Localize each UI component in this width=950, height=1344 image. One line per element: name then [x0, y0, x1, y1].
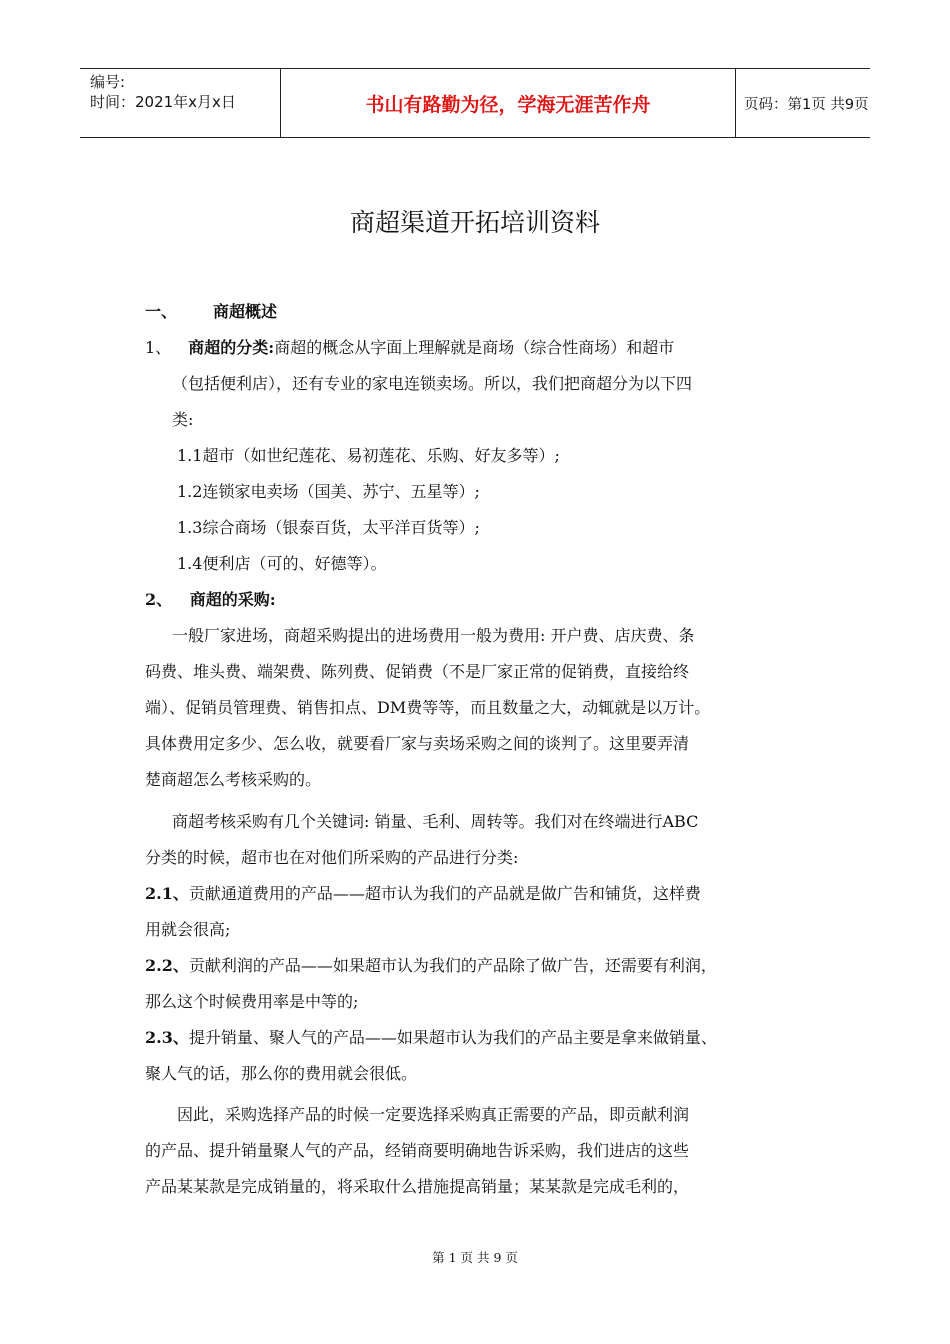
- document-title: 商超渠道开拓培训资料: [349, 208, 600, 237]
- paragraph-line: 商超考核采购有几个关键词: 销量、毛利、周转等。我们对在终端进行ABC: [172, 812, 699, 831]
- paragraph-line: 码费、堆头费、端架费、陈列费、促销费（不是厂家正常的促销费，直接给终: [145, 662, 690, 681]
- item-1-text-b: （包括便利店），还有专业的家电连锁卖场。所以，我们把商超分为以下四: [172, 374, 693, 393]
- point-number: 2.3、: [145, 1028, 189, 1047]
- header-meta-cell: [80, 69, 280, 137]
- point-text: 贡献通道费用的产品——超市认为我们的产品就是做广告和铺货，这样费: [188, 884, 701, 903]
- point-text: 那么这个时候费用率是中等的;: [145, 992, 359, 1011]
- point-number: 2.1、: [145, 884, 189, 903]
- point-number: 2.2、: [145, 956, 189, 975]
- page-footer: 第 1 页 共 9 页: [432, 1250, 518, 1265]
- section-title: 商超概述: [213, 302, 278, 321]
- point-2-1: [145, 881, 701, 904]
- sub-item: 1.1超市（如世纪莲花、易初莲花、乐购、好友多等）;: [177, 446, 560, 465]
- sub-item: 1.4便利店（可的、好德等）。: [177, 554, 387, 573]
- code-label: 编号:: [90, 73, 126, 91]
- paragraph-line: 的产品、提升销量聚人气的产品，经销商要明确地告诉采购，我们进店的这些: [145, 1141, 690, 1160]
- paragraph-line: 楚商超怎么考核采购的。: [145, 770, 322, 789]
- item-1-number: 1、: [145, 338, 172, 357]
- item-2-number: 2、: [145, 590, 173, 609]
- point-text: 提升销量、聚人气的产品——如果超市认为我们的产品主要是拿来做销量、: [188, 1028, 717, 1047]
- point-text: 聚人气的话，那么你的费用就会很低。: [145, 1064, 418, 1083]
- item-2-heading: [145, 587, 276, 610]
- point-text: 贡献利润的产品——如果超市认为我们的产品除了做广告，还需要有利润，: [188, 956, 717, 975]
- item-1-label: 商超的分类:: [188, 338, 275, 357]
- paragraph-line: 具体费用定多少、怎么收，就要看厂家与卖场采购之间的谈判了。这里要弄清: [145, 734, 690, 753]
- item-1-text-a: 商超的概念从字面上理解就是商场（综合性商场）和超市: [274, 338, 675, 357]
- paragraph-line: 一般厂家进场，商超采购提出的进场费用一般为费用: 开户费、店庆费、条: [172, 626, 695, 645]
- item-1-text-c: 类:: [172, 410, 194, 429]
- paragraph-line: 端）、促销员管理费、销售扣点、DM费等等，而且数量之大，动辄就是以万计。: [145, 698, 711, 717]
- section-number: 一、: [145, 302, 178, 321]
- time-label: 时间：2021年x月x日: [90, 93, 236, 111]
- item-1-paragraph: [145, 335, 674, 358]
- paragraph-line: 分类的时候，超市也在对他们所采购的产品进行分类:: [145, 848, 519, 867]
- header-table: [80, 68, 870, 138]
- header-motto: 书山有路勤为径，学海无涯苦作舟: [280, 69, 736, 137]
- item-2-label: 商超的采购:: [189, 590, 276, 609]
- sub-item: 1.2连锁家电卖场（国美、苏宁、五星等）;: [177, 482, 480, 501]
- point-text: 用就会很高;: [145, 920, 231, 939]
- paragraph-line: 产品某某款是完成销量的，将采取什么措施提高销量；某某款是完成毛利的，: [145, 1177, 690, 1196]
- point-2-3: [145, 1025, 717, 1048]
- header-page-info: 页码：第1页 共9页: [744, 96, 869, 113]
- sub-item: 1.3综合商场（银泰百货，太平洋百货等）;: [177, 518, 480, 537]
- point-2-2: [145, 953, 717, 976]
- paragraph-line: 因此，采购选择产品的时候一定要选择采购真正需要的产品，即贡献利润: [177, 1105, 690, 1124]
